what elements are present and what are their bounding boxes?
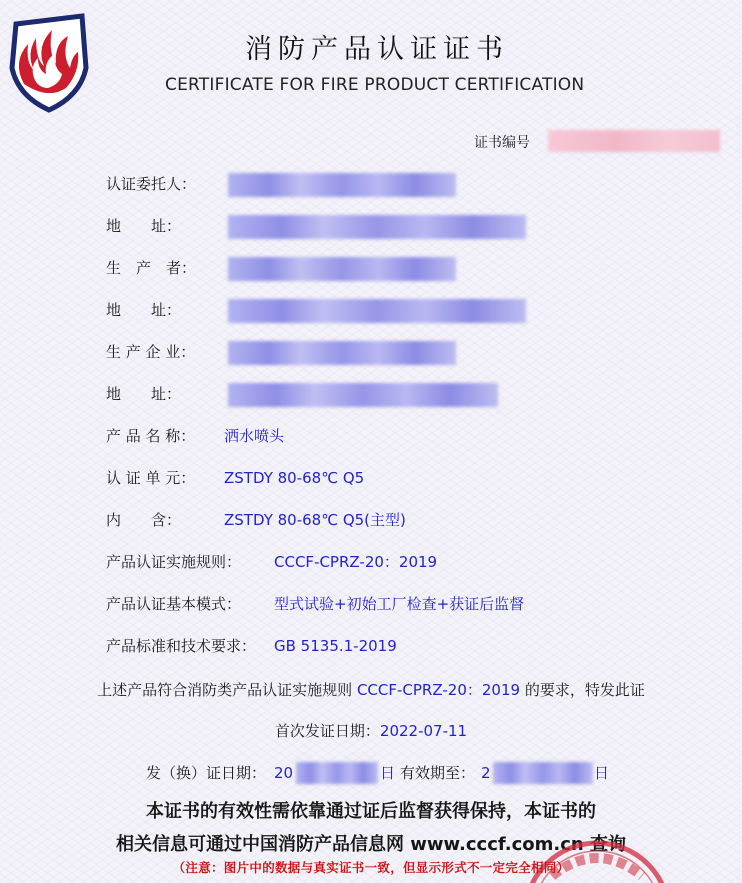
client-address-label: 地 址： <box>106 217 182 235</box>
producer-address-value <box>228 299 526 323</box>
issue-date-redacted <box>296 762 378 784</box>
product-name-value: 洒水喷头 <box>224 427 285 445</box>
factory-address-label: 地 址： <box>106 385 182 403</box>
includes-label: 内 含： <box>106 511 182 529</box>
valid-until-start: 2 <box>481 764 491 782</box>
includes-value: ZSTDY 80-68℃ Q5(主型) <box>224 511 406 529</box>
rules-value: CCCF-CPRZ-20：2019 <box>274 553 438 571</box>
factory-address-value <box>228 383 498 407</box>
unit-value: ZSTDY 80-68℃ Q5 <box>224 469 365 487</box>
client-label: 认证委托人： <box>106 175 197 193</box>
cert-number-label: 证书编号 <box>474 135 530 151</box>
flame-shield-logo-icon <box>6 10 92 114</box>
unit-label: 认 证 单 元： <box>106 469 196 487</box>
issue-date-start: 20 <box>274 764 294 782</box>
valid-until-label: 有效期至： <box>400 764 476 782</box>
valid-until-redacted <box>493 762 593 784</box>
producer-label: 生 产 者： <box>106 259 197 277</box>
certificate-title-en: CERTIFICATE FOR FIRE PRODUCT CERTIFICATION <box>165 75 585 95</box>
statement-suffix: 的要求，特发此证 <box>520 681 645 699</box>
product-name-label: 产 品 名 称： <box>106 427 196 445</box>
mode-value: 型式试验+初始工厂检查+获证后监督 <box>274 595 525 613</box>
first-issue-date <box>0 720 742 741</box>
rules-label: 产品认证实施规则： <box>106 553 242 571</box>
factory-label: 生 产 企 业： <box>106 343 196 361</box>
valid-until-end: 日 <box>594 764 610 782</box>
disclaimer-note: （注意：图片中的数据与真实证书一致，但显示形式不一定完全相同） <box>172 860 570 875</box>
validity-note-line2: 相关信息可通过中国消防产品信息网 www.cccf.com.cn 查询 <box>116 834 626 855</box>
client-address-value <box>228 215 526 239</box>
validity-note-line1: 本证书的有效性需依靠通过证后监督获得保持，本证书的 <box>146 801 596 822</box>
statement-rule: CCCF-CPRZ-20：2019 <box>356 681 521 699</box>
issue-date-end: 日 <box>380 764 396 782</box>
factory-value <box>228 341 456 365</box>
standard-value: GB 5135.1-2019 <box>274 637 397 655</box>
client-value <box>228 173 456 197</box>
producer-address-label: 地 址： <box>106 301 182 319</box>
certificate-title-cn: 消防产品认证证书 <box>245 34 509 65</box>
statement-prefix: 上述产品符合消防类产品认证实施规则 <box>97 681 357 699</box>
first-issue-label: 首次发证日期： <box>274 722 380 740</box>
standard-label: 产品标准和技术要求： <box>106 637 257 655</box>
issue-date-label: 发（换）证日期： <box>146 764 267 782</box>
compliance-statement <box>0 679 742 700</box>
cert-number-value <box>548 130 720 152</box>
mode-label: 产品认证基本模式： <box>106 595 242 613</box>
first-issue-value: 2022-07-11 <box>379 722 468 740</box>
producer-value <box>228 257 456 281</box>
